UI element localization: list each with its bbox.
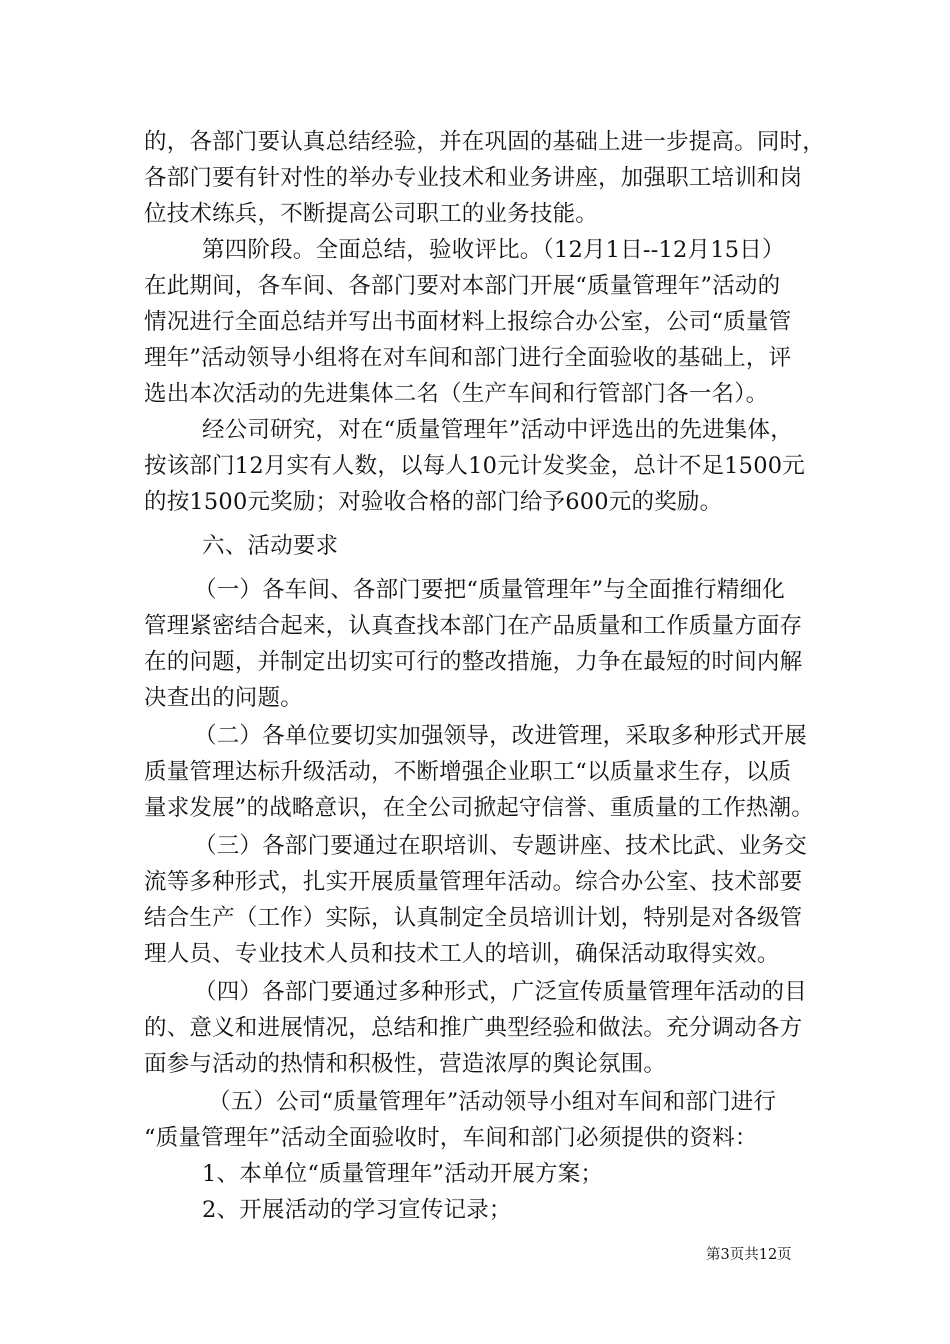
list-item: 1、本单位“质量管理年”活动开展方案； bbox=[202, 1161, 604, 1187]
text-line: 在此期间，各车间、各部门要对本部门开展“质量管理年”活动的 bbox=[144, 273, 781, 299]
text-line: 量求发展”的战略意识，在全公司掀起守信誉、重质量的工作热潮。 bbox=[144, 795, 815, 821]
text-line: 质量管理达标升级活动，不断增强企业职工“以质量求生存，以质 bbox=[144, 759, 792, 785]
text-line: 理人员、专业技术人员和技术工人的培训，确保活动取得实效。 bbox=[144, 941, 780, 967]
text-line: （三）各部门要通过在职培训、专题讲座、技术比武、业务交 bbox=[194, 833, 807, 859]
text-line: “质量管理年”活动全面验收时，车间和部门必须提供的资料： bbox=[144, 1125, 758, 1151]
text-line: （一）各车间、各部门要把“质量管理年”与全面推行精细化 bbox=[194, 577, 785, 603]
text-line: （二）各单位要切实加强领导，改进管理，采取多种形式开展 bbox=[194, 723, 807, 749]
text-line: 管理紧密结合起来，认真查找本部门在产品质量和工作质量方面存 bbox=[144, 613, 803, 639]
page-number: 第3页共12页 bbox=[706, 1247, 792, 1263]
text-line: （五）公司“质量管理年”活动领导小组对车间和部门进行 bbox=[208, 1089, 777, 1115]
text-line: 决查出的问题。 bbox=[144, 685, 303, 711]
text-line: 情况进行全面总结并写出书面材料上报综合办公室，公司“质量管 bbox=[144, 309, 792, 335]
text-line: 按该部门12月实有人数，以每人10元计发奖金，总计不足1500元 bbox=[144, 453, 805, 479]
text-line: 面参与活动的热情和积极性，营造浓厚的舆论氛围。 bbox=[144, 1051, 667, 1077]
text-line: 位技术练兵，不断提高公司职工的业务技能。 bbox=[144, 201, 599, 227]
text-line: 的、意义和进展情况，总结和推广典型经验和做法。充分调动各方 bbox=[144, 1015, 803, 1041]
list-item: 2、开展活动的学习宣传记录； bbox=[202, 1197, 512, 1223]
text-line: 流等多种形式，扎实开展质量管理年活动。综合办公室、技术部要 bbox=[144, 869, 803, 895]
text-line: （四）各部门要通过多种形式，广泛宣传质量管理年活动的目 bbox=[194, 979, 807, 1005]
text-line: 在的问题，并制定出切实可行的整改措施，力争在最短的时间内解 bbox=[144, 649, 803, 675]
text-line: 经公司研究，对在“质量管理年”活动中评选出的先进集体， bbox=[202, 417, 793, 443]
text-line: 结合生产（工作）实际，认真制定全员培训计划，特别是对各级管 bbox=[144, 905, 803, 931]
text-line: 的按1500元奖励；对验收合格的部门给予600元的奖励。 bbox=[144, 489, 723, 515]
text-line: 各部门要有针对性的举办专业技术和业务讲座，加强职工培训和岗 bbox=[144, 165, 803, 191]
text-line: 选出本次活动的先进集体二名（生产车间和行管部门各一名）。 bbox=[144, 381, 769, 407]
text-line: 第四阶段。全面总结，验收评比。（12月1日--12月15日） bbox=[202, 237, 785, 263]
section-heading: 六、活动要求 bbox=[202, 533, 339, 559]
text-line: 理年”活动领导小组将在对车间和部门进行全面验收的基础上，评 bbox=[144, 345, 792, 371]
text-line: 的，各部门要认真总结经验，并在巩固的基础上进一步提高。同时， bbox=[144, 129, 826, 155]
